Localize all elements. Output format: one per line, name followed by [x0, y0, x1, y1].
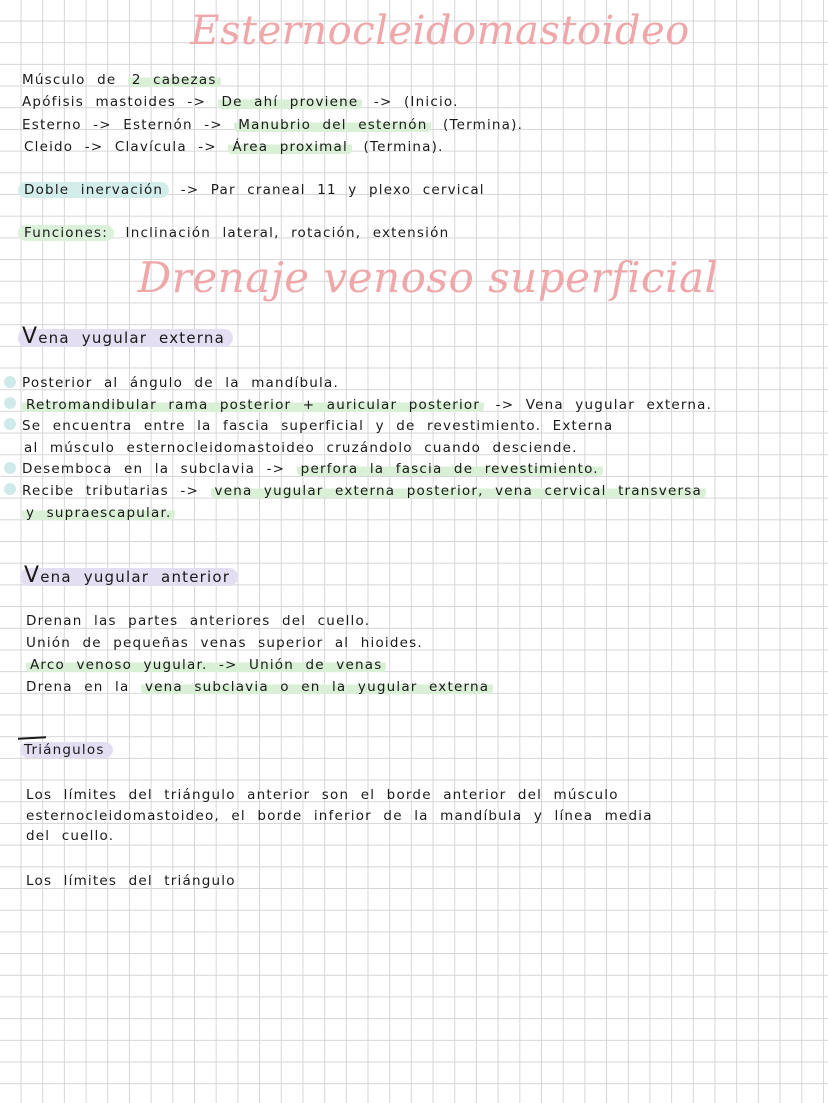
text: -> Vena yugular externa.	[484, 397, 713, 413]
paragraph-line	[26, 807, 653, 825]
note-line-musculo	[22, 71, 221, 89]
text: Posterior al ángulo de la mandíbula.	[22, 375, 339, 391]
list-item	[22, 460, 603, 478]
list-item	[22, 482, 706, 500]
highlight-text: De ahí proviene	[218, 94, 363, 110]
text: Músculo de	[22, 72, 117, 88]
heading-cap: V	[22, 324, 39, 349]
list-item-continuation	[22, 504, 175, 522]
text: Los límites del triángulo anterior son el borde anterior del músculo	[26, 787, 619, 803]
highlight-label: Funciones:	[18, 225, 114, 241]
text: Unión de pequeñas venas superior al hioides.	[26, 635, 423, 651]
bullet-icon	[4, 376, 16, 388]
heading-highlight	[18, 324, 233, 349]
text: -> Par craneal 11 y plexo cervical	[180, 182, 485, 198]
text: (Termina).	[442, 117, 524, 133]
note-line-inervacion	[18, 181, 485, 199]
paragraph-line	[26, 786, 619, 804]
text: Recibe tributarias ->	[22, 483, 199, 499]
highlight-text: y supraescapular.	[22, 505, 175, 521]
bullet-icon	[4, 418, 16, 430]
text: Drena en la	[26, 679, 130, 695]
bullet-icon	[4, 462, 16, 474]
note-line	[26, 656, 386, 674]
heading-yugular-externa	[18, 324, 233, 349]
note-line	[26, 634, 423, 652]
list-item	[22, 396, 712, 414]
highlight-text: perfora la fascia de revestimiento.	[297, 461, 603, 477]
list-item-continuation	[24, 439, 578, 457]
highlight-text: vena subclavia o en la yugular externa	[141, 679, 493, 695]
heading-highlight	[20, 563, 238, 588]
note-line-funciones	[18, 224, 449, 242]
text: -> (Inicio.	[373, 94, 459, 110]
heading-text: ena yugular externa	[38, 329, 226, 347]
text: Cleido -> Clavícula ->	[24, 139, 217, 155]
list-item	[22, 417, 613, 435]
text: Drenan las partes anteriores del cuello.	[26, 613, 371, 629]
title-drenaje-venoso: Drenaje venoso superficial	[137, 253, 719, 302]
text: Los límites del triángulo	[26, 873, 236, 889]
heading-yugular-anterior	[20, 563, 238, 588]
heading-triangulos	[20, 741, 113, 759]
heading-text: Triángulos	[20, 742, 113, 758]
note-line	[26, 612, 370, 630]
text: Se encuentra entre la fascia superficial y de revestimiento. Externa	[22, 418, 614, 434]
text: Desemboca en la subclavia ->	[22, 461, 286, 477]
text: Apófisis mastoides ->	[22, 94, 207, 110]
text: del cuello.	[26, 828, 115, 844]
heading-cap: V	[24, 563, 41, 588]
bullet-icon	[4, 397, 16, 409]
text: Esterno -> Esternón ->	[22, 117, 223, 133]
note-line	[26, 678, 493, 696]
list-item	[22, 374, 339, 392]
highlight-text: Manubrio del esternón	[234, 117, 431, 133]
heading-overline	[18, 736, 46, 739]
highlight-text: 2 cabezas	[128, 72, 221, 88]
text: (Termina).	[363, 139, 444, 155]
highlight-text: vena yugular externa posterior, vena cervical transversa	[211, 483, 706, 499]
text: al músculo esternocleidomastoideo cruzándolo cuando desciende.	[24, 440, 578, 456]
paragraph-line	[26, 827, 114, 845]
highlight-text: Retromandibular rama posterior + auricular posterior	[22, 397, 484, 413]
note-line-cleido	[24, 138, 444, 156]
heading-text: ena yugular anterior	[40, 568, 231, 586]
highlight-label: Doble inervación	[18, 182, 169, 198]
highlight-text: Área proximal	[228, 139, 352, 155]
paragraph-line	[26, 872, 236, 890]
text: Inclinación lateral, rotación, extensión	[125, 225, 450, 241]
highlight-text: Arco venoso yugular. -> Unión de venas	[26, 657, 386, 673]
text: esternocleidomastoideo, el borde inferior de la mandíbula y línea media	[26, 808, 653, 824]
title-esternocleidomastoideo: Esternocleidomastoideo	[190, 8, 690, 54]
note-line-apofisis	[22, 93, 459, 111]
bullet-icon	[4, 483, 16, 495]
note-line-esterno	[22, 116, 523, 134]
